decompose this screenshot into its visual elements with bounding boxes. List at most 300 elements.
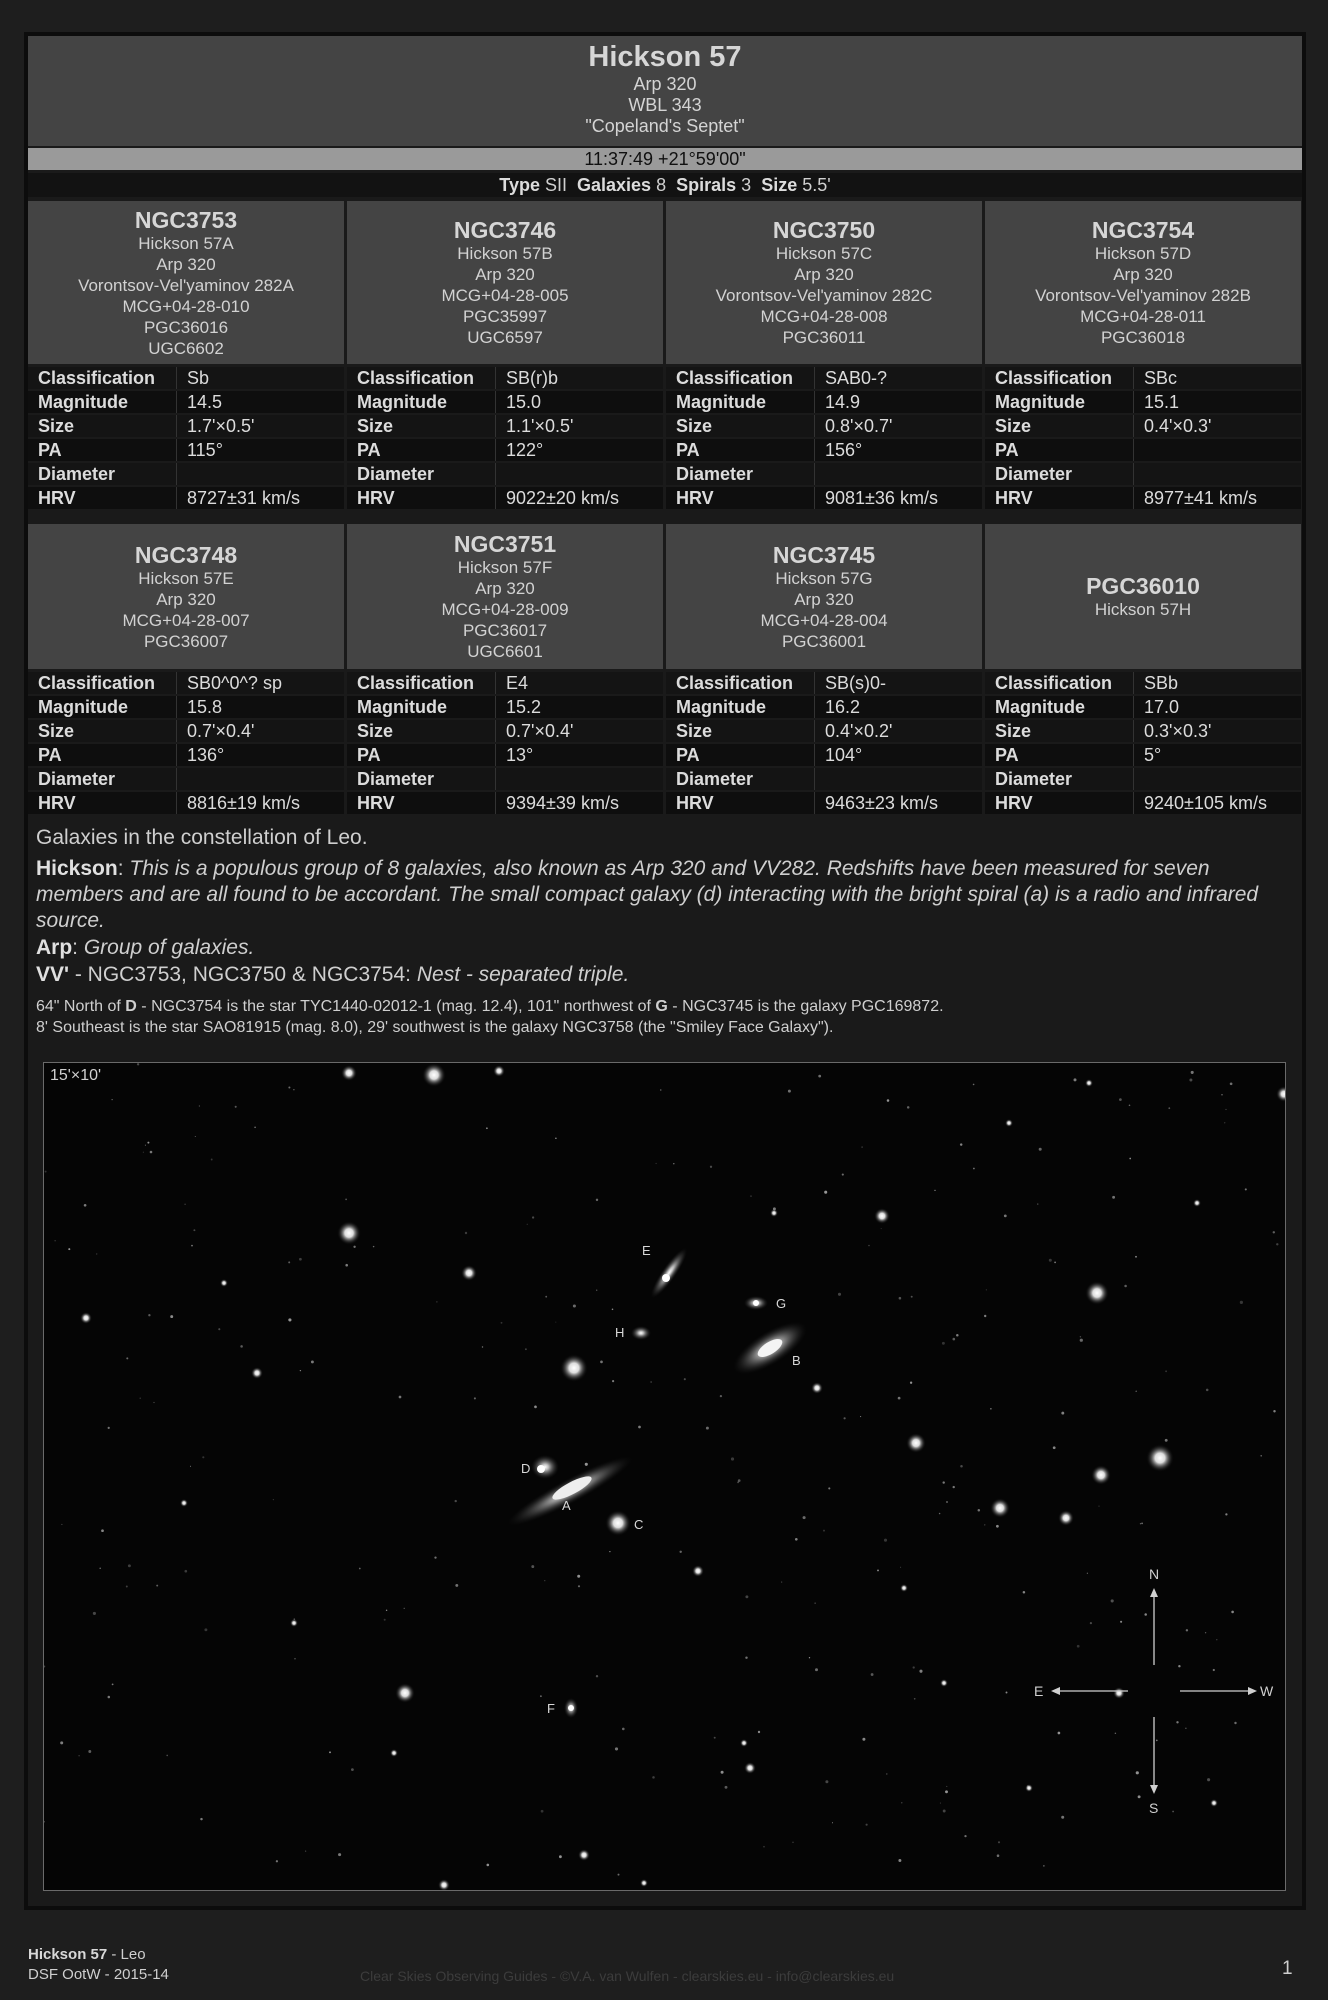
property-label-pa: PA: [28, 743, 177, 767]
property-label-hrv: HRV: [666, 791, 815, 815]
faint-star: [1172, 1811, 1174, 1813]
galaxy-card: [28, 201, 344, 511]
faint-star: [455, 1500, 457, 1502]
property-label-size: Size: [666, 414, 815, 438]
property-value-size: 0.8'×0.7': [815, 414, 983, 438]
faint-star: [55, 1240, 56, 1241]
property-row: [985, 390, 1301, 414]
property-row: [666, 767, 982, 791]
faint-star: [960, 1143, 962, 1145]
galaxy-card: [666, 201, 982, 511]
property-value-classification: SAB0-?: [815, 367, 983, 390]
galaxy-alias: UGC6597: [467, 328, 543, 347]
faint-star: [1273, 1231, 1275, 1233]
faint-star: [899, 1297, 902, 1300]
faint-star: [815, 1603, 816, 1604]
faint-star: [555, 1138, 557, 1140]
faint-star: [1245, 1188, 1247, 1190]
faint-star: [842, 1174, 844, 1176]
footer-series: DSF OotW - 2015-14: [28, 1966, 169, 1983]
faint-star: [825, 1780, 828, 1783]
galaxy-alias: Hickson 57C: [775, 244, 873, 263]
galaxy-properties: [666, 367, 982, 511]
faint-star: [482, 1346, 483, 1347]
faint-star: [474, 1397, 476, 1399]
faint-star: [818, 1075, 821, 1078]
star-note-1: [36, 996, 1286, 1017]
property-value-size: 1.1'×0.5': [496, 414, 664, 438]
galaxy-alias: Hickson 57A: [138, 233, 234, 253]
faint-star: [1077, 1645, 1080, 1648]
property-label-pa: PA: [666, 438, 815, 462]
faint-star: [1144, 1613, 1147, 1616]
faint-star: [953, 1338, 956, 1341]
faint-star: [1185, 1728, 1186, 1729]
property-label-hrv: HRV: [985, 486, 1134, 510]
faint-star: [293, 1089, 294, 1090]
property-row: [347, 438, 663, 462]
faint-star: [910, 1382, 912, 1384]
property-row: [28, 743, 344, 767]
property-value-size: 0.7'×0.4': [496, 719, 664, 743]
star: [461, 1265, 477, 1281]
star: [251, 1367, 263, 1379]
property-label-hrv: HRV: [666, 486, 815, 510]
galaxy-alias: PGC36018: [1100, 328, 1186, 347]
faint-star: [600, 1361, 603, 1364]
property-label-classification: Classification: [666, 367, 815, 390]
star-field: [44, 1063, 1285, 1890]
star: [337, 1221, 361, 1245]
faint-star: [545, 1296, 547, 1298]
faint-star: [1230, 1082, 1233, 1085]
faint-star: [964, 1835, 966, 1837]
star: [1193, 1199, 1201, 1207]
faint-star: [108, 1696, 111, 1699]
galaxy-alias: PGC36001: [781, 631, 867, 651]
faint-star: [1186, 1629, 1188, 1631]
faint-star: [128, 1564, 131, 1567]
faint-star: [1129, 1105, 1131, 1107]
faint-star: [1058, 1732, 1061, 1735]
faint-star: [68, 1248, 70, 1250]
property-label-classification: Classification: [985, 672, 1134, 695]
property-value-hrv: 9463±23 km/s: [815, 791, 983, 815]
property-label-classification: Classification: [28, 672, 177, 695]
galaxy-alias: MCG+04-28-009: [441, 600, 569, 619]
faint-star: [901, 1802, 902, 1803]
property-row: [666, 695, 982, 719]
property-value-diameter: [496, 767, 664, 791]
property-value-magnitude: 14.9: [815, 390, 983, 414]
faint-star: [305, 1850, 306, 1851]
faint-star: [1260, 1455, 1262, 1457]
galaxy-alias: Hickson 57B: [457, 244, 553, 263]
faint-star: [946, 1501, 948, 1503]
type-label: Type: [499, 175, 540, 195]
galaxy-alias: PGC36016: [143, 317, 229, 337]
faint-star: [191, 1245, 193, 1247]
faint-star: [809, 1657, 810, 1658]
faint-star: [527, 1224, 528, 1225]
faint-star: [44, 1666, 45, 1668]
faint-star: [294, 1618, 296, 1620]
faint-star: [1189, 1079, 1192, 1082]
faint-star: [1074, 1078, 1077, 1081]
property-label-size: Size: [347, 719, 496, 743]
galaxy-properties: [347, 367, 663, 511]
faint-star: [832, 1822, 833, 1823]
galaxy-alias: Vorontsov-Vel'yaminov 282B: [1035, 286, 1251, 305]
faint-star: [455, 1584, 458, 1587]
star: [740, 1739, 748, 1747]
faint-star: [532, 1216, 534, 1218]
property-value-hrv: 9240±105 km/s: [1134, 791, 1302, 815]
faint-star: [942, 1342, 945, 1345]
star: [990, 1498, 1010, 1518]
faint-star: [788, 1090, 791, 1093]
faint-star: [211, 1159, 213, 1161]
faint-star: [193, 1229, 195, 1231]
property-label-classification: Classification: [347, 672, 496, 695]
star: [692, 1565, 704, 1577]
faint-star: [838, 1293, 841, 1296]
field-of-view: 15'×10': [50, 1067, 102, 1084]
faint-star: [288, 1261, 290, 1263]
star: [744, 1762, 756, 1774]
property-label-magnitude: Magnitude: [985, 695, 1134, 719]
faint-star: [943, 1810, 946, 1813]
faint-star: [710, 1166, 712, 1168]
faint-star: [1080, 1339, 1083, 1342]
property-row: [985, 719, 1301, 743]
galaxy-properties: [28, 367, 344, 511]
star: [290, 1619, 298, 1627]
property-value-size: 0.4'×0.2': [815, 719, 983, 743]
faint-star: [273, 1499, 274, 1500]
star: [900, 1584, 908, 1592]
faint-star: [101, 1529, 104, 1532]
property-label-size: Size: [28, 719, 177, 743]
faint-star: [148, 1314, 150, 1316]
galaxy-alias: Hickson 57H: [1094, 600, 1192, 619]
faint-star: [828, 1487, 830, 1489]
property-row: [28, 438, 344, 462]
faint-star: [559, 1855, 562, 1858]
faint-star: [126, 1357, 128, 1359]
faint-star: [78, 1755, 79, 1756]
coordinates: 11:37:49 +21°59'00": [28, 148, 1302, 170]
property-value-size: 0.3'×0.3': [1134, 719, 1302, 743]
faint-star: [1080, 1336, 1081, 1337]
faint-star: [758, 1731, 760, 1733]
label-b: B: [792, 1353, 801, 1368]
faint-star: [656, 1163, 657, 1164]
galaxy-properties: [347, 672, 663, 816]
faint-star: [871, 1673, 874, 1676]
type-bar: [28, 173, 1302, 197]
faint-star: [956, 1334, 959, 1337]
faint-star: [862, 1738, 865, 1741]
page-number: 1: [1282, 1958, 1293, 1979]
property-label-magnitude: Magnitude: [28, 695, 177, 719]
faint-star: [861, 1146, 862, 1147]
star: [390, 1749, 398, 1757]
faint-star: [815, 1668, 818, 1671]
arp-note: Arp: Group of galaxies.: [36, 936, 255, 959]
faint-star: [714, 1737, 716, 1739]
faint-star: [844, 1417, 846, 1419]
faint-star: [823, 1530, 825, 1532]
property-label-magnitude: Magnitude: [347, 695, 496, 719]
property-value-diameter: [177, 767, 345, 791]
faint-star: [359, 1568, 361, 1570]
property-label-hrv: HRV: [347, 486, 496, 510]
property-label-classification: Classification: [985, 367, 1134, 390]
faint-star: [555, 1322, 556, 1323]
faint-star: [200, 1818, 202, 1820]
faint-star: [140, 1398, 141, 1399]
faint-star: [294, 1658, 296, 1660]
star-note-2: 8' Southeast is the star SAO81915 (mag. 8.0), 29' southwest is the galaxy NGC3758 (the "Smiley Face Galaxy").: [36, 1019, 834, 1036]
galaxy-alias: PGC36011: [782, 328, 866, 347]
faint-star: [170, 1315, 173, 1318]
galaxy-name: NGC3753: [134, 206, 238, 233]
faint-star: [329, 1751, 331, 1753]
star: [874, 1208, 890, 1224]
label-g: G: [776, 1296, 787, 1311]
faint-star: [684, 1378, 686, 1380]
property-row: [28, 719, 344, 743]
faint-star: [99, 1568, 101, 1570]
property-value-classification: SB(s)0-: [815, 672, 983, 695]
galaxy-alias: MCG+04-28-010: [122, 296, 250, 316]
faint-star: [781, 1582, 782, 1583]
faint-star: [1273, 1410, 1275, 1412]
galaxy-properties: [985, 367, 1301, 511]
galaxy-properties: [666, 672, 982, 816]
faint-star: [1176, 1721, 1178, 1723]
galaxy-alias: Arp 320: [156, 589, 216, 609]
faint-star: [978, 1509, 981, 1512]
arp-text: Group of galaxies.: [83, 936, 255, 959]
faint-star: [1004, 1215, 1007, 1218]
property-label-magnitude: Magnitude: [666, 695, 815, 719]
hickson-text: This is a populous group of 8 galaxies, also known as Arp 320 and VV282. Redshifts have been measured for seven members and are all found to be accordant. The small compact galaxy (d) interacting with the bright spiral (a) is a radio and infrared source.: [36, 857, 1259, 932]
property-row: [985, 791, 1301, 815]
property-label-diameter: Diameter: [985, 462, 1134, 486]
property-value-magnitude: 16.2: [815, 695, 983, 719]
property-label-hrv: HRV: [985, 791, 1134, 815]
property-row: [985, 414, 1301, 438]
faint-star: [166, 1755, 168, 1757]
group-header: [28, 36, 1302, 146]
faint-star: [803, 1516, 806, 1519]
faint-star: [939, 1513, 941, 1515]
property-row: [347, 791, 663, 815]
galaxy-header: [347, 201, 663, 364]
faint-star: [596, 1675, 598, 1677]
galaxy-header: [347, 524, 663, 669]
compass-north: N: [1149, 1566, 1160, 1582]
galaxy-labels: [521, 1243, 801, 1716]
faint-star: [1120, 1621, 1122, 1623]
property-value-diameter: [496, 462, 664, 486]
property-label-size: Size: [347, 414, 496, 438]
property-row: [985, 743, 1301, 767]
galaxy-card: [985, 201, 1301, 511]
faint-star: [998, 1841, 1000, 1843]
property-label-size: Size: [666, 719, 815, 743]
constellation-line: Galaxies in the constellation of Leo.: [36, 826, 368, 849]
star: [395, 1683, 415, 1703]
size-label: Size: [761, 175, 798, 195]
hickson-label: Hickson: [36, 857, 118, 880]
faint-star: [531, 1565, 534, 1568]
faint-star: [112, 1099, 113, 1100]
faint-star: [137, 1063, 139, 1065]
faint-star: [868, 1245, 870, 1247]
faint-star: [288, 1086, 290, 1088]
property-label-diameter: Diameter: [347, 462, 496, 486]
faint-star: [884, 1539, 887, 1542]
property-row: [666, 367, 982, 390]
faint-star: [1165, 1439, 1168, 1442]
faint-star: [1043, 1865, 1044, 1866]
galaxy-card: [347, 201, 663, 511]
faint-star: [156, 1585, 158, 1587]
faint-star: [573, 1304, 576, 1307]
faint-star: [652, 1776, 655, 1779]
group-alias-2: WBL 343: [628, 95, 702, 115]
galaxy-alias: MCG+04-28-008: [760, 307, 888, 326]
vv-note: [36, 961, 1286, 988]
property-label-pa: PA: [347, 438, 496, 462]
label-c: C: [634, 1517, 644, 1532]
faint-star: [731, 1457, 734, 1460]
faint-star: [96, 1253, 97, 1254]
footer-object: Hickson 57: [28, 1946, 108, 1963]
property-label-hrv: HRV: [347, 791, 496, 815]
property-label-magnitude: Magnitude: [666, 390, 815, 414]
galaxy-name: PGC36010: [1086, 573, 1200, 599]
faint-star: [1006, 1692, 1008, 1694]
faint-star: [353, 1246, 355, 1248]
faint-star: [943, 1481, 945, 1483]
size-value: 5.5': [802, 175, 831, 195]
property-row: [347, 672, 663, 695]
property-value-hrv: 8977±41 km/s: [1134, 486, 1302, 510]
star: [940, 1679, 948, 1687]
faint-star: [986, 1289, 987, 1290]
faint-star: [399, 1396, 402, 1399]
property-value-diameter: [1134, 767, 1302, 791]
property-label-diameter: Diameter: [666, 462, 815, 486]
faint-star: [1099, 1506, 1100, 1507]
property-value-hrv: 8727±31 km/s: [177, 486, 345, 510]
property-row: [347, 390, 663, 414]
faint-star: [984, 1524, 985, 1525]
property-row: [347, 719, 663, 743]
property-value-pa: [1134, 438, 1302, 462]
faint-star: [612, 1380, 614, 1382]
faint-star: [436, 1301, 437, 1302]
faint-star: [984, 1315, 986, 1317]
faint-star: [886, 1773, 887, 1774]
galaxy-name: NGC3750: [772, 217, 876, 243]
faint-star: [881, 1228, 882, 1229]
galaxy-header: [28, 524, 344, 669]
property-row: [28, 672, 344, 695]
faint-star: [706, 1427, 709, 1430]
faint-star: [254, 1127, 256, 1129]
property-value-classification: E4: [496, 672, 664, 695]
property-row: [347, 767, 663, 791]
faint-star: [1136, 1771, 1139, 1774]
property-label-hrv: HRV: [28, 486, 177, 510]
star: [493, 1065, 505, 1077]
faint-star: [792, 1842, 793, 1843]
faint-star: [501, 1322, 503, 1324]
faint-star: [720, 1395, 722, 1397]
faint-star: [1138, 1795, 1141, 1798]
property-row: [666, 719, 982, 743]
galaxy-alias: UGC6601: [467, 642, 543, 661]
galaxy-header: [666, 524, 982, 669]
property-row: [666, 390, 982, 414]
property-value-magnitude: 15.0: [496, 390, 664, 414]
galaxy-alias: PGC36007: [143, 631, 229, 651]
faint-star: [1165, 1370, 1167, 1372]
faint-star: [145, 1145, 146, 1146]
property-value-hrv: 9081±36 km/s: [815, 486, 983, 510]
galaxy-alias: MCG+04-28-011: [1080, 307, 1206, 326]
galaxies-value: 8: [656, 175, 667, 195]
galaxy-alias: Hickson 57E: [138, 568, 234, 588]
faint-star: [673, 1163, 674, 1164]
property-row: [985, 438, 1301, 462]
property-label-diameter: Diameter: [28, 767, 177, 791]
star: [1091, 1465, 1111, 1485]
property-row: [347, 367, 663, 390]
faint-star: [898, 1859, 901, 1862]
property-row: [28, 695, 344, 719]
faint-star: [609, 1551, 610, 1552]
property-row: [347, 462, 663, 486]
property-label-pa: PA: [666, 743, 815, 767]
faint-star: [721, 1771, 724, 1774]
faint-star: [276, 1860, 278, 1862]
galaxy-alias: Arp 320: [475, 579, 535, 598]
star: [640, 1879, 648, 1887]
faint-star: [184, 1204, 186, 1206]
galaxy-alias: Arp 320: [156, 254, 216, 274]
faint-star: [45, 1171, 47, 1173]
faint-star: [373, 1246, 374, 1247]
property-label-magnitude: Magnitude: [28, 390, 177, 414]
galaxy-header: [666, 201, 982, 364]
galaxy-name: NGC3751: [453, 531, 557, 557]
property-value-pa: 115°: [177, 438, 345, 462]
faint-star: [1221, 1094, 1222, 1095]
faint-star: [660, 1089, 661, 1090]
property-label-classification: Classification: [28, 367, 177, 390]
galaxy-alias: MCG+04-28-007: [122, 610, 250, 630]
property-row: [985, 767, 1301, 791]
property-row: [28, 367, 344, 390]
faint-star: [1053, 1446, 1056, 1449]
faint-star: [190, 1466, 191, 1467]
